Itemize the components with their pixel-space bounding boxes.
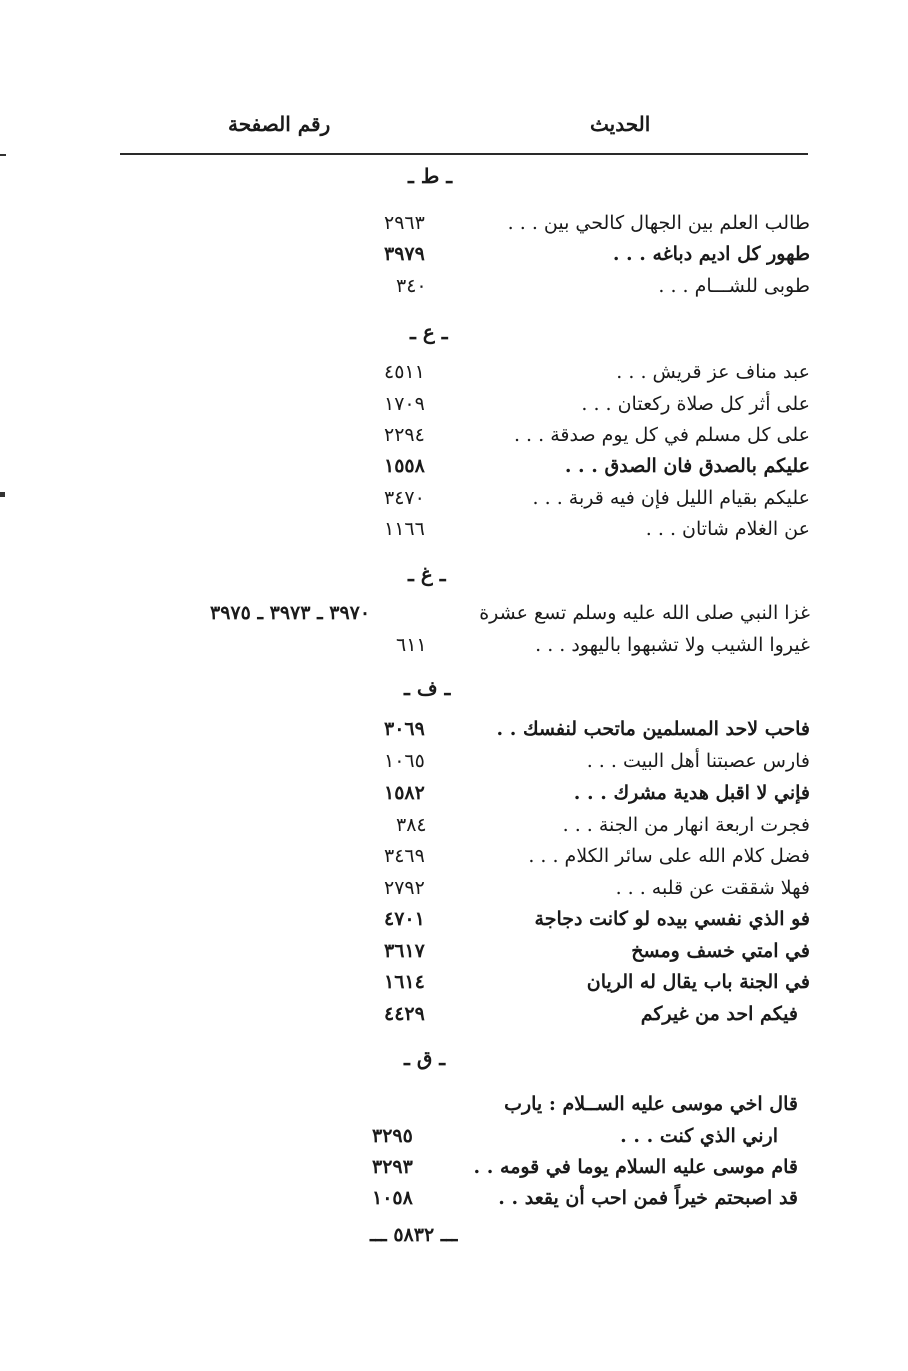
page-ref: ٣٩٧٩ xyxy=(384,243,425,265)
index-entry xyxy=(200,940,810,972)
page-ref: ٣٩٧٠ ـ ٣٩٧٣ ـ ٣٩٧٥ xyxy=(210,602,371,624)
index-entry xyxy=(200,814,810,846)
section-letter-ta: ـ ط ـ xyxy=(408,164,453,188)
page-ref: ٢٩٦٣ xyxy=(384,212,425,234)
section-letter-ghain: ـ غ ـ xyxy=(408,562,446,586)
hadith-text: غيروا الشيب ولا تشبهوا باليهود . . . xyxy=(535,634,810,656)
scan-speck xyxy=(0,154,6,156)
page-ref: ١٧٠٩ xyxy=(384,393,425,415)
index-entry xyxy=(200,782,810,814)
page-ref: ٣٢٩٥ xyxy=(372,1125,413,1147)
page-ref: ٣٤٠ xyxy=(396,275,427,297)
hadith-text: على كل مسلم في كل يوم صدقة . . . xyxy=(513,424,810,446)
hadith-text: طهور كل اديم دباغه . . . xyxy=(612,243,810,265)
column-header-hadith: الحديث xyxy=(590,112,651,136)
index-entry xyxy=(200,1093,810,1125)
page-ref: ١٠٦٥ xyxy=(384,750,425,772)
section-letter-qaf: ـ ق ـ xyxy=(404,1046,446,1070)
page-ref: ٤٧٠١ xyxy=(384,908,425,930)
index-entry xyxy=(200,602,810,634)
page-ref: ٢٢٩٤ xyxy=(384,424,425,446)
hadith-text: عليكم بالصدق فان الصدق . . . xyxy=(564,455,810,477)
page-ref: ٣٨٤ xyxy=(396,814,427,836)
index-entry xyxy=(200,1187,810,1219)
hadith-text: قال اخي موسى عليه الســلام : يارب xyxy=(504,1093,798,1115)
index-entry xyxy=(200,908,810,940)
hadith-text: فضل كلام الله على سائر الكلام . . . xyxy=(528,845,810,867)
hadith-text: فيكم احد من غيركم xyxy=(640,1003,798,1025)
index-entry xyxy=(200,718,810,750)
hadith-text: قد اصبحتم خيراً فمن احب أن يقعد . . xyxy=(498,1187,798,1209)
hadith-text: فهلا شققت عن قلبه . . . xyxy=(615,877,810,899)
page-ref: ٣٤٦٩ xyxy=(384,845,425,867)
hadith-text: ارني الذي كنت . . . xyxy=(620,1125,778,1147)
index-entry xyxy=(200,1125,810,1157)
page-ref: ٣٠٦٩ xyxy=(384,718,425,740)
index-entry xyxy=(200,243,810,275)
index-entry xyxy=(200,393,810,425)
index-entry xyxy=(200,1003,810,1035)
hadith-text: طالب العلم بين الجهال كالحي بين . . . xyxy=(507,212,810,234)
index-entry xyxy=(200,487,810,519)
index-entry xyxy=(200,634,810,666)
column-header-page-number: رقم الصفحة xyxy=(228,112,331,136)
hadith-text: فإني لا اقبل هدية مشرك . . . xyxy=(573,782,810,804)
index-entry xyxy=(200,845,810,877)
page-ref: ٣٦١٧ xyxy=(384,940,425,962)
hadith-text: عليكم بقيام الليل فإن فيه قربة . . . xyxy=(532,487,810,509)
hadith-text: عن الغلام شاتان . . . xyxy=(645,518,810,540)
page-ref: ٣٢٩٣ xyxy=(372,1156,413,1178)
hadith-text: طوبى للشـــام . . . xyxy=(658,275,810,297)
index-entry xyxy=(200,424,810,456)
page-number: ـــ ٥٨٣٢ ـــ xyxy=(370,1224,458,1246)
index-entry xyxy=(200,877,810,909)
hadith-text: قام موسى عليه السلام يوما في قومه . . xyxy=(473,1156,798,1178)
section-letter-fa: ـ ف ـ xyxy=(404,676,451,700)
index-entry xyxy=(200,971,810,1003)
scan-speck xyxy=(0,492,5,497)
index-entry xyxy=(200,275,810,307)
section-letter-ain: ـ ع ـ xyxy=(410,320,448,344)
page-ref: ١٥٥٨ xyxy=(384,455,425,477)
page-ref: ١٥٨٢ xyxy=(384,782,425,804)
hadith-text: فارس عصبتنا أهل البيت . . . xyxy=(586,750,810,772)
index-entry xyxy=(200,518,810,550)
hadith-text: غزا النبي صلى الله عليه وسلم تسع عشرة xyxy=(479,602,810,624)
index-entry xyxy=(200,212,810,244)
header-divider xyxy=(120,153,808,155)
hadith-text: في الجنة باب يقال له الريان xyxy=(586,971,810,993)
hadith-text: فو الذي نفسي بيده لو كانت دجاجة xyxy=(534,908,810,930)
index-entry xyxy=(200,750,810,782)
hadith-text: عبد مناف عز قريش . . . xyxy=(616,361,810,383)
page-ref: ١٠٥٨ xyxy=(372,1187,413,1209)
page-ref: ٤٥١١ xyxy=(384,361,425,383)
hadith-text: على أثر كل صلاة ركعتان . . . xyxy=(581,393,810,415)
hadith-text: فاحب لاحد المسلمين ماتحب لنفسك . . xyxy=(496,718,810,740)
hadith-text: في امتي خسف ومسخ xyxy=(631,940,810,962)
hadith-text: فجرت اربعة انهار من الجنة . . . xyxy=(562,814,810,836)
page-ref: ٦١١ xyxy=(396,634,427,656)
index-entry xyxy=(200,455,810,487)
page-ref: ٢٧٩٢ xyxy=(384,877,425,899)
page-ref: ٣٤٧٠ xyxy=(384,487,425,509)
page-ref: ١١٦٦ xyxy=(384,518,425,540)
index-entry xyxy=(200,361,810,393)
index-entry xyxy=(200,1156,810,1188)
page-ref: ٤٤٢٩ xyxy=(384,1003,425,1025)
page-ref: ١٦١٤ xyxy=(384,971,425,993)
